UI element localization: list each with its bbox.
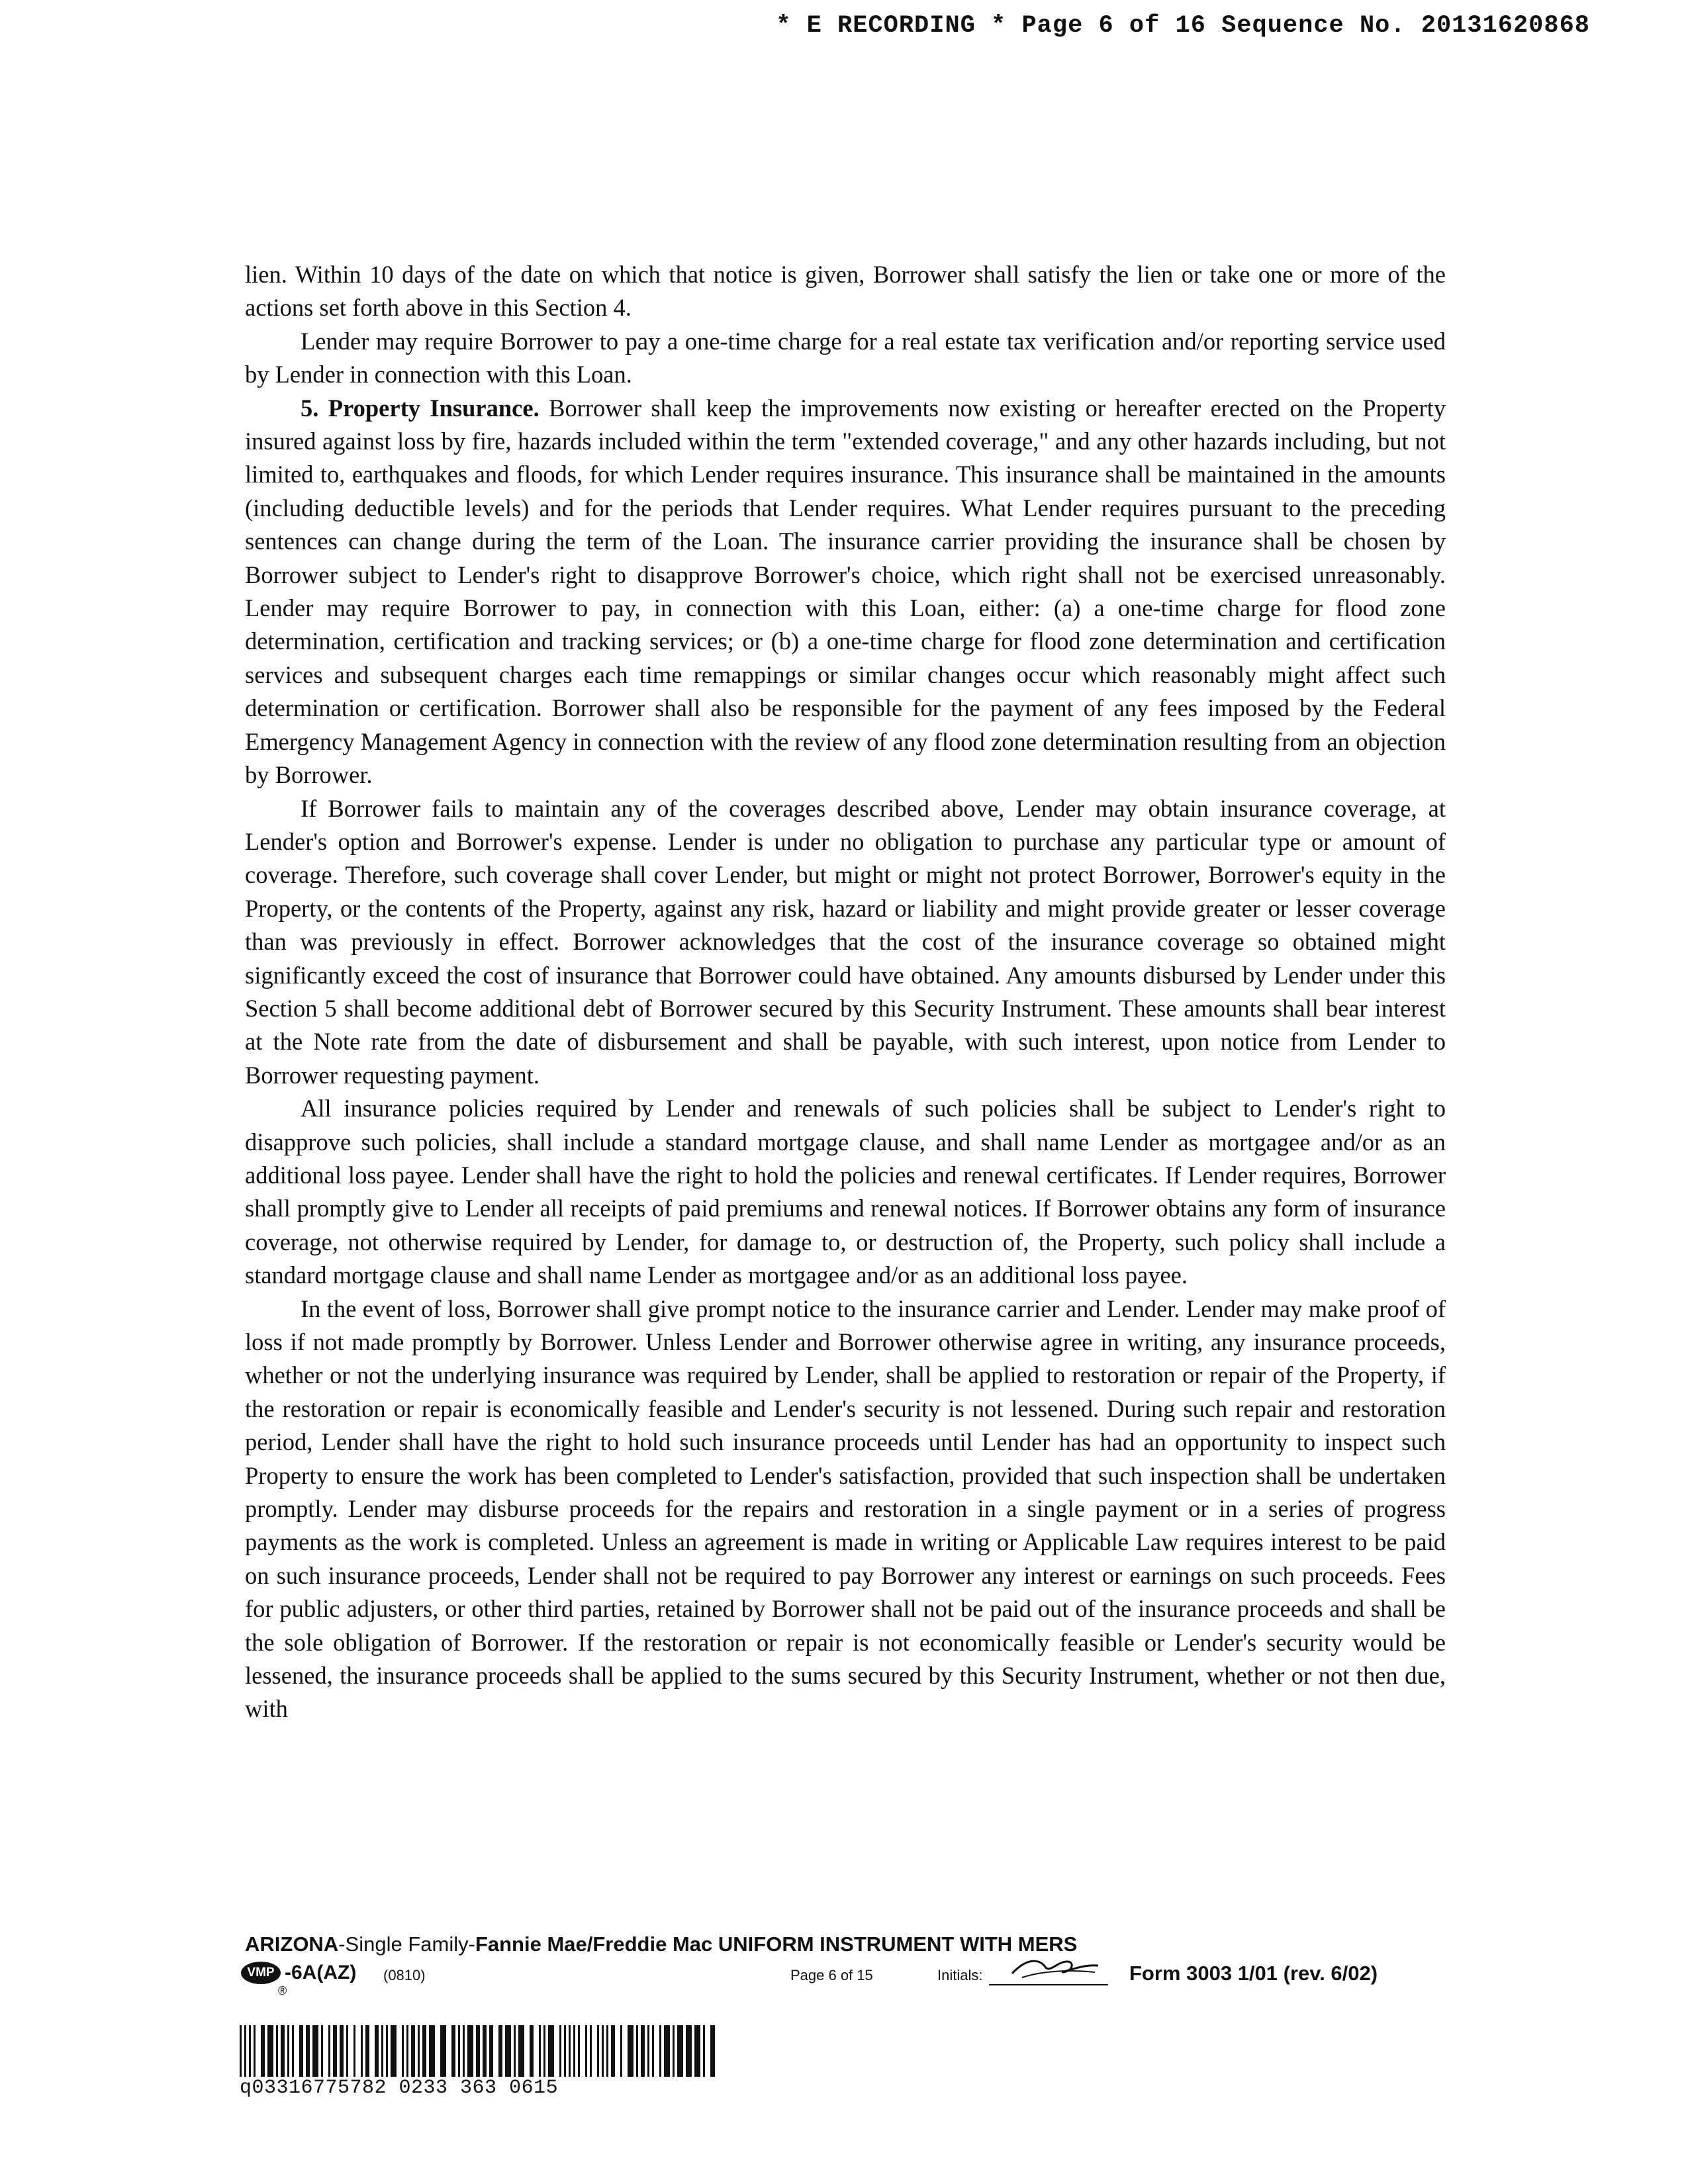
barcode-icon — [240, 2025, 715, 2077]
barcode-bar — [467, 2025, 473, 2077]
barcode-bar — [585, 2025, 587, 2077]
barcode-bar — [312, 2025, 318, 2077]
paragraph-event-of-loss: In the event of loss, Borrower shall give prompt notice to the insurance carrier and Lender. Lender may make proof of loss if not made promptly by Borrower. Unless Lender and Borrower otherwise agree in writing, any insurance proceeds, whether or not the underlying insurance was required by Lender, shall be applied to restoration or repair of the Property, if the restoration or repair is economically feasible and Lender's security is not lessened. During such repair and restoration period, Lender shall have the right to hold such insurance proceeds until Lender has had an opportunity to inspect such Property to ensure the work has been completed to Lender's satisfaction, provided that such inspection shall be undertaken promptly. Lender may disburse proceeds for the repairs and restoration in a single payment or in a series of progress payments as the work is completed. Unless an agreement is made in writing or Applicable Law requires interest to be paid on such insurance proceeds, Lender shall not be required to pay Borrower any interest or earnings on such proceeds. Fees for public adjusters, or other third parties, retained by Borrower shall not be paid out of the insurance proceeds and shall be the sole obligation of Borrower. If the restoration or repair is not economically feasible or Lender's security would be lessened, the insurance proceeds shall be applied to the sums secured by this Security Instrument, whether or not then due, with — [245, 1295, 1446, 1723]
barcode-bar — [261, 2025, 265, 2077]
barcode-bar — [458, 2025, 460, 2077]
barcode-bar — [381, 2025, 383, 2077]
barcode-bar — [564, 2025, 566, 2077]
barcode-bar — [333, 2025, 337, 2077]
paragraph-tax-verification: Lender may require Borrower to pay a one-time charge for a real estate tax verification and/or reporting service used by Lender in connection with this Loan. — [245, 327, 1446, 388]
barcode-text: q03316775782 0233 363 0615 — [240, 2077, 559, 2099]
barcode-bar — [361, 2025, 363, 2077]
paragraph-lien-continuation: lien. Within 10 days of the date on which that notice is given, Borrower shall satisfy the lien or take one or more of the actions set forth above in this Section 4. — [245, 261, 1446, 322]
barcode-bar — [514, 2025, 516, 2077]
barcode-bar — [240, 2025, 242, 2077]
form-code: -6A(AZ) — [285, 1962, 357, 1983]
form-agencies: Fannie Mae/Freddie Mac — [475, 1933, 713, 1956]
barcode-bar — [578, 2025, 580, 2077]
barcode-bar — [569, 2025, 571, 2077]
barcode-bar — [411, 2025, 415, 2077]
barcode-bar — [518, 2025, 524, 2077]
barcode-bar — [386, 2025, 388, 2077]
barcode-bar — [281, 2025, 285, 2077]
barcode-bar — [641, 2025, 645, 2077]
form-state: ARIZONA — [245, 1933, 339, 1956]
barcode-bar — [340, 2025, 344, 2077]
barcode-bar — [647, 2025, 649, 2077]
form-number: Form 3003 1/01 (rev. 6/02) — [1129, 1962, 1378, 1985]
form-title — [245, 1933, 1077, 1956]
barcode-bar — [299, 2025, 303, 2077]
barcode-bar — [677, 2025, 683, 2077]
barcode-bar — [686, 2025, 692, 2077]
barcode-bar — [505, 2025, 511, 2077]
barcode-bar — [244, 2025, 246, 2077]
form-revision: (0810) — [383, 1967, 426, 1983]
barcode-bar — [249, 2025, 251, 2077]
document-body — [245, 258, 1446, 1726]
form-footer — [241, 1960, 1432, 2000]
barcode-bar — [422, 2025, 426, 2077]
barcode-bar — [483, 2025, 487, 2077]
barcode-bar — [694, 2025, 700, 2077]
barcode-bar — [673, 2025, 675, 2077]
barcode-bar — [287, 2025, 289, 2077]
barcode-bar — [606, 2025, 608, 2077]
barcode-bar — [659, 2025, 661, 2077]
paragraph-lender-coverage: If Borrower fails to maintain any of the coverages described above, Lender may obtain insurance coverage, at Lender's option and Borrower's expense. Lender is under no obligation to purchase any particular type or amount of coverage. Therefore, such coverage shall cover Lender, but might or might not protect Borrower, Borrower's equity in the Property, or the contents of the Property, against any risk, hazard or liability and might provide greater or lesser coverage than was previously in effect. Borrower acknowledges that the cost of the insurance coverage so obtained might significantly exceed the cost of insurance that Borrower could have obtained. Any amounts disbursed by Lender under this Section 5 shall become additional debt of Borrower secured by this Security Instrument. These amounts shall bear interest at the Note rate from the date of disbursement and shall be payable, with such interest, upon notice from Lender to Borrower requesting payment. — [245, 794, 1446, 1089]
barcode-bar — [590, 2025, 592, 2077]
page-reference: Page 6 of 15 — [790, 1967, 873, 1983]
barcode-bar — [391, 2025, 397, 2077]
section-5-text: Borrower shall keep the improvements now existing or hereafter erected on the Property insured against loss by fire, hazards included within the term "extended coverage," and any other hazards including, but not limited to, earthquakes and floods, for which Lender requires insurance. This insurance shall be maintained in the amounts (including deductible levels) and for the periods that Lender requires. What Lender requires pursuant to the preceding sentences can change during the term of the Loan. The insurance carrier providing the insurance shall be chosen by Borrower subject to Lender's right to disapprove Borrower's choice, which right shall not be exercised unreasonably. Lender may require Borrower to pay, in connection with this Loan, either: (a) a one-time charge for flood zone determination, certification and tracking services; or (b) a one-time charge for flood zone determination and certification services and subsequent charges each time remappings or similar changes occur which reasonably might affect such determination or certification. Borrower shall also be responsible for the payment of any fees imposed by the Federal Emergency Management Agency in connection with the review of any flood zone determination resulting from an objection by Borrower. — [245, 394, 1446, 789]
barcode-bar — [402, 2025, 404, 2077]
barcode-bar — [543, 2025, 545, 2077]
barcode-bar — [652, 2025, 654, 2077]
barcode-bar — [636, 2025, 638, 2077]
barcode-bar — [451, 2025, 455, 2077]
barcode-bar — [440, 2025, 446, 2077]
barcode-bar — [602, 2025, 604, 2077]
barcode-bar — [539, 2025, 541, 2077]
barcode-bar — [267, 2025, 273, 2077]
barcode-bar — [498, 2025, 502, 2077]
barcode-bar — [573, 2025, 575, 2077]
barcode-bar — [418, 2025, 420, 2077]
initials-label: Initials: — [937, 1967, 983, 1983]
barcode-bar — [429, 2025, 435, 2077]
barcode-bar — [321, 2025, 323, 2077]
recording-header: * E RECORDING * Page 6 of 16 Sequence No. 20131620868 — [776, 12, 1590, 40]
barcode-bar — [328, 2025, 330, 2077]
barcode-bar — [703, 2025, 705, 2077]
barcode-bar — [463, 2025, 465, 2077]
barcode-bar — [292, 2025, 294, 2077]
initials-signature — [989, 1964, 1108, 1985]
barcode-bar — [489, 2025, 493, 2077]
barcode-bar — [365, 2025, 369, 2077]
registered-mark: ® — [278, 1984, 287, 1997]
barcode-bar — [530, 2025, 534, 2077]
paragraph-insurance-policies: All insurance policies required by Lender and renewals of such policies shall be subject to Lender's right to disapprove such policies, shall include a standard mortgage clause, and shall name Lender as mortgagee and/or as an additional loss payee. Lender shall have the right to hold the policies and renewal certificates. If Lender requires, Borrower shall promptly give to Lender all receipts of paid premiums and renewal notices. If Borrower obtains any form of insurance coverage, not otherwise required by Lender, for damage to, or destruction of, the Property, such policy shall include a standard mortgage clause and shall name Lender as mortgagee and/or as an additional loss payee. — [245, 1095, 1446, 1289]
form-instrument: UNIFORM INSTRUMENT WITH MERS — [712, 1933, 1078, 1956]
barcode-bar — [306, 2025, 310, 2077]
barcode-bar — [375, 2025, 379, 2077]
barcode-bar — [710, 2025, 715, 2077]
barcode-bar — [254, 2025, 256, 2077]
paragraph-property-insurance — [245, 392, 1446, 792]
barcode-bar — [548, 2025, 554, 2077]
barcode-bar — [664, 2025, 670, 2077]
signature-icon — [1009, 1952, 1102, 1985]
barcode-bar — [620, 2025, 622, 2077]
barcode-bar — [611, 2025, 615, 2077]
barcode-bar — [353, 2025, 355, 2077]
barcode-bar — [476, 2025, 480, 2077]
barcode-bar — [628, 2025, 633, 2077]
form-family: -Single Family- — [338, 1933, 475, 1956]
barcode-bar — [559, 2025, 561, 2077]
barcode-bar — [597, 2025, 599, 2077]
barcode-bar — [406, 2025, 408, 2077]
vmp-logo-icon: VMP — [241, 1962, 281, 1984]
barcode-bar — [276, 2025, 278, 2077]
section-5-heading: 5. Property Insurance. — [301, 394, 539, 422]
barcode-bar — [346, 2025, 348, 2077]
